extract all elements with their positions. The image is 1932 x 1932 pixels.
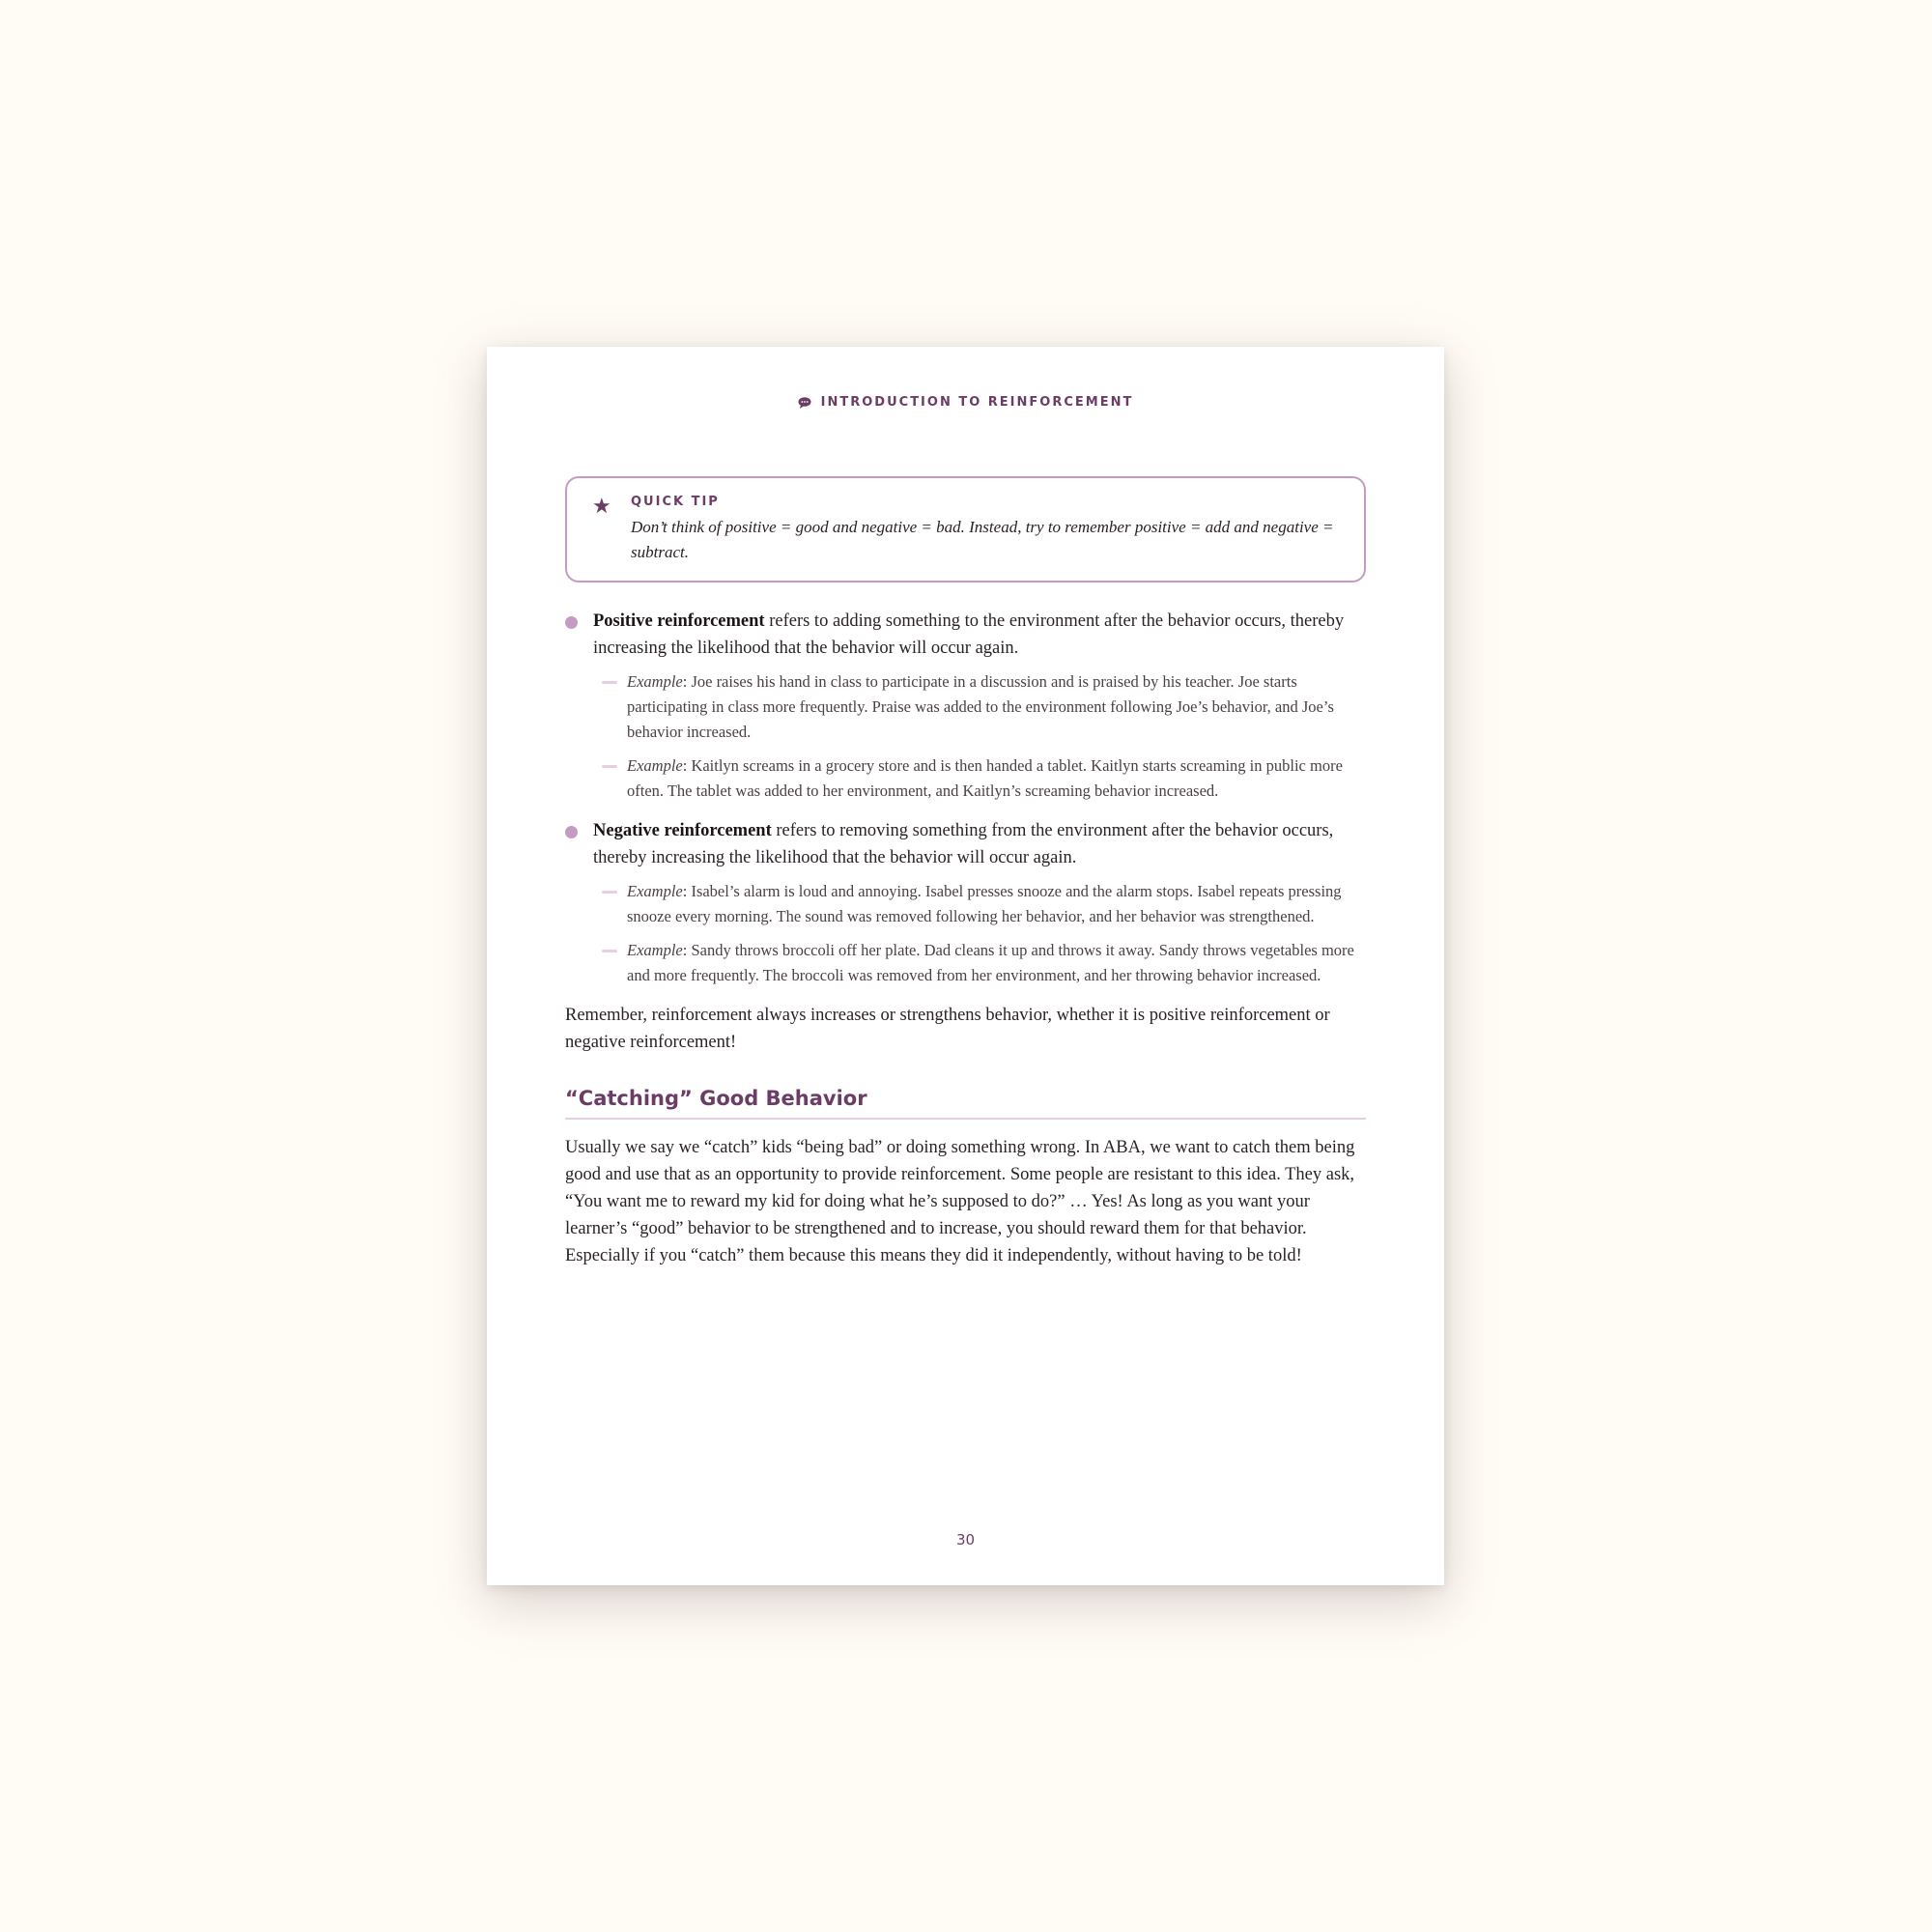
example-item: [565, 938, 1366, 988]
page-content: [565, 476, 1366, 1269]
bullet-definition: refers to adding something to the environment after the behavior occurs, thereby increasing the likelihood that the behavior will occur again.: [593, 611, 1345, 658]
running-header: [487, 395, 1444, 410]
example-label: Example: [627, 756, 683, 775]
bullet-definition: refers to removing something from the environment after the behavior occurs, thereby increasing the likelihood that the behavior will occur again.: [593, 821, 1334, 867]
list-item-negative-reinforcement: [565, 817, 1366, 988]
quick-tip-box: [565, 476, 1366, 582]
section-body-paragraph: Usually we say we “catch” kids “being bad” or doing something wrong. In ABA, we want to catch them being good and use that as an opportunity to provide reinforcement. Some people are resistant to this idea. They ask, “You want me to reward my kid for doing what he’s supposed to do?” … Yes! As long as you want your learner’s “good” behavior to be strengthened and to increase, you should reward them for that behavior. Especially if you “catch” them because this means they did it independently, without having to be told!: [565, 1138, 1355, 1265]
running-header-title: INTRODUCTION TO REINFORCEMENT: [820, 395, 1134, 410]
bullet-term: Positive reinforcement: [593, 611, 765, 631]
bullet-dot: [565, 616, 578, 629]
quick-tip-body: Don’t think of positive = good and negative = bad. Instead, try to remember positive = add and negative = subtract.: [631, 518, 1334, 561]
dash-marker: [602, 765, 617, 768]
dash-marker: [602, 681, 617, 684]
section-heading: “Catching” Good Behavior: [565, 1087, 1366, 1120]
bullet-text: [593, 608, 1366, 662]
quick-tip-title: QUICK TIP: [631, 495, 720, 509]
example-list: [593, 879, 1366, 988]
example-text: : Joe raises his hand in class to participate in a discussion and is praised by his teacher. Joe starts participating in class more frequently. Praise was added to the environment following Joe’s behavior, and Joe’s behavior increased.: [627, 672, 1334, 741]
list-item-positive-reinforcement: [565, 608, 1366, 804]
chat-bubble-icon: [798, 397, 811, 409]
example-item: [565, 669, 1366, 745]
example-text: : Kaitlyn screams in a grocery store and is then handed a tablet. Kaitlyn starts screaming in public more often. The tablet was added to her environment, and Kaitlyn’s screaming behavior increased.: [627, 756, 1343, 800]
example-label: Example: [627, 941, 683, 959]
document-page: [487, 347, 1444, 1585]
reinforcement-list: [565, 608, 1366, 988]
example-list: [593, 669, 1366, 804]
example-label: Example: [627, 672, 683, 691]
example-text: : Sandy throws broccoli off her plate. Dad cleans it up and throws it away. Sandy throws vegetables more and more frequently. The broccoli was removed from her environment, and her throwing behavior increased.: [627, 941, 1354, 984]
bullet-text: [593, 817, 1366, 871]
dash-marker: [602, 950, 617, 952]
dash-marker: [602, 891, 617, 894]
example-item: [565, 753, 1366, 804]
example-text: : Isabel’s alarm is loud and annoying. Isabel presses snooze and the alarm stops. Isabel repeats pressing snooze every morning. The sound was removed following her behavior, and her behavior was strengthened.: [627, 882, 1342, 925]
example-item: [565, 879, 1366, 929]
example-label: Example: [627, 882, 683, 900]
star-icon: ★: [592, 495, 611, 519]
page-number: 30: [955, 1531, 976, 1548]
remember-paragraph: Remember, reinforcement always increases or strengthens behavior, whether it is positive reinforcement or negative reinforcement!: [565, 1006, 1330, 1052]
bullet-dot: [565, 826, 578, 838]
bullet-term: Negative reinforcement: [593, 821, 772, 840]
